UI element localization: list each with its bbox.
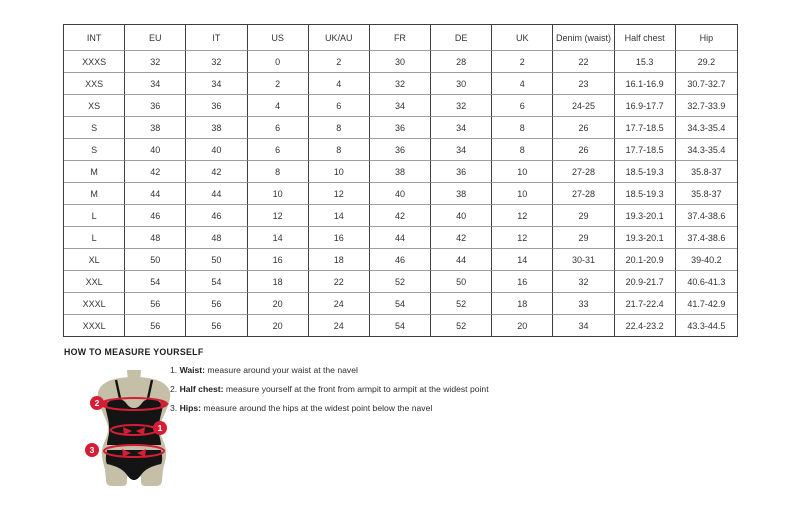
table-cell: 0	[248, 51, 309, 73]
column-header: Hip	[676, 25, 737, 51]
table-cell: 32	[186, 51, 247, 73]
table-cell: 24	[309, 293, 370, 315]
table-cell: 54	[370, 293, 431, 315]
svg-text:3: 3	[89, 445, 95, 455]
table-cell: 22.4-23.2	[615, 315, 676, 336]
table-cell: 18	[248, 271, 309, 293]
table-cell: XXL	[64, 271, 125, 293]
column-header: INT	[64, 25, 125, 51]
column-header: IT	[186, 25, 247, 51]
table-cell: 43.3-44.5	[687, 320, 726, 331]
instruction-term: Half chest:	[179, 384, 224, 394]
table-cell: 54	[125, 271, 186, 293]
table-cell: 36	[186, 95, 247, 117]
column-header: Half chest	[615, 25, 676, 51]
table-cell: 17.7-18.5	[615, 117, 676, 139]
table-cell: 50	[431, 271, 492, 293]
table-cell: XXXS	[64, 51, 125, 73]
table-cell: 2	[492, 51, 553, 73]
table-cell: 42	[186, 161, 247, 183]
table-cell: 12	[248, 205, 309, 227]
table-row	[64, 227, 737, 249]
column-header: EU	[125, 25, 186, 51]
table-cell: XXS	[64, 73, 125, 95]
table-cell: 23	[553, 73, 614, 95]
table-cell: 8	[309, 139, 370, 161]
table-cell: 42	[125, 161, 186, 183]
table-cell: 34.3-35.4	[676, 117, 737, 139]
table-cell: 8	[309, 117, 370, 139]
table-cell: 32	[125, 51, 186, 73]
table-row	[64, 293, 737, 315]
table-cell: 22	[553, 51, 614, 73]
table-cell: 18.5-19.3	[615, 183, 676, 205]
instruction-text: measure yourself at the front from armpit to armpit at the widest point	[223, 384, 489, 394]
table-cell: 6	[248, 117, 309, 139]
table-cell: 18	[492, 293, 553, 315]
table-cell: 46	[125, 205, 186, 227]
table-cell: 24-25	[553, 95, 614, 117]
table-cell: 34	[431, 139, 492, 161]
column-header: Denim (waist)	[553, 25, 614, 51]
table-cell: L	[64, 227, 125, 249]
table-cell: 38	[125, 117, 186, 139]
table-row	[64, 139, 737, 161]
table-cell: 16	[309, 227, 370, 249]
table-cell: 16	[248, 249, 309, 271]
table-cell: 50	[186, 249, 247, 271]
size-table-body	[64, 51, 737, 336]
table-row	[64, 249, 737, 271]
table-cell: 34.3-35.4	[676, 139, 737, 161]
table-cell: 27-28	[553, 183, 614, 205]
table-cell: 54	[186, 271, 247, 293]
table-cell: 40	[431, 205, 492, 227]
measure-instruction-item	[170, 404, 489, 413]
table-cell: 14	[492, 249, 553, 271]
svg-text:1: 1	[157, 423, 163, 433]
table-cell: 24	[309, 315, 370, 336]
table-cell: 29.2	[676, 51, 737, 73]
table-cell: 26	[553, 117, 614, 139]
table-cell: 12	[492, 205, 553, 227]
table-cell: 38	[370, 161, 431, 183]
table-cell: 16.1-16.9	[615, 73, 676, 95]
instruction-term: Hips:	[179, 403, 202, 413]
instruction-number: 1.	[170, 365, 180, 375]
table-cell: 38	[186, 117, 247, 139]
column-header: DE	[431, 25, 492, 51]
table-cell: 17.7-18.5	[615, 139, 676, 161]
table-cell: 40	[125, 139, 186, 161]
table-row	[64, 183, 737, 205]
table-cell: S	[64, 139, 125, 161]
measure-instruction-item	[170, 385, 489, 394]
table-cell: 8	[492, 117, 553, 139]
table-cell: 12	[492, 227, 553, 249]
table-cell: 40	[186, 139, 247, 161]
table-cell: 20	[492, 315, 553, 336]
table-cell: 36	[431, 161, 492, 183]
table-cell: 10	[309, 161, 370, 183]
table-cell: 44	[186, 183, 247, 205]
table-row	[64, 117, 737, 139]
table-cell: 10	[248, 183, 309, 205]
table-cell: 30	[370, 51, 431, 73]
size-conversion-table	[63, 24, 738, 337]
table-cell: 36	[125, 95, 186, 117]
table-cell: 4	[309, 73, 370, 95]
table-row	[64, 95, 737, 117]
table-cell: 42	[370, 205, 431, 227]
table-cell: 41.7-42.9	[676, 293, 737, 315]
table-cell: 46	[186, 205, 247, 227]
table-cell: 6	[492, 95, 553, 117]
table-cell: 42	[431, 227, 492, 249]
table-cell: XXXL	[64, 293, 125, 315]
chest-badge	[90, 396, 104, 410]
table-cell: 30.7-32.7	[676, 73, 737, 95]
table-cell: 6	[309, 95, 370, 117]
instruction-number: 2.	[170, 384, 180, 394]
column-header: UK	[492, 25, 553, 51]
table-cell: 8	[248, 161, 309, 183]
table-cell: 18	[309, 249, 370, 271]
table-cell: 39-40.2	[676, 249, 737, 271]
table-row	[64, 205, 737, 227]
table-cell: 37.4-38.6	[676, 227, 737, 249]
table-cell: 29	[553, 205, 614, 227]
table-cell: 29	[553, 227, 614, 249]
table-cell: 10	[492, 183, 553, 205]
table-cell: 48	[186, 227, 247, 249]
table-cell: S	[64, 117, 125, 139]
table-cell: 30-31	[553, 249, 614, 271]
table-row	[64, 161, 737, 183]
table-cell: 56	[125, 315, 186, 336]
column-header: US	[248, 25, 309, 51]
table-cell: 4	[248, 95, 309, 117]
column-header: UK/AU	[309, 25, 370, 51]
table-cell: 32.7-33.9	[676, 95, 737, 117]
table-cell: M	[64, 161, 125, 183]
table-row	[64, 315, 737, 336]
instruction-term: Waist:	[179, 365, 206, 375]
table-cell: 56	[186, 293, 247, 315]
table-cell: 54	[370, 315, 431, 336]
table-cell: 36	[370, 117, 431, 139]
table-row	[64, 51, 737, 73]
table-cell: 16	[492, 271, 553, 293]
instruction-text: measure around your waist at the navel	[205, 365, 358, 375]
table-cell: 14	[309, 205, 370, 227]
size-table-header-row	[64, 25, 737, 51]
table-cell: 20.9-21.7	[615, 271, 676, 293]
table-cell: 19.3-20.1	[615, 227, 676, 249]
instruction-number: 3.	[170, 403, 180, 413]
table-cell: 50	[125, 249, 186, 271]
table-cell: 15.3	[615, 51, 676, 73]
table-cell: 34	[186, 73, 247, 95]
table-cell: 4	[492, 73, 553, 95]
table-cell: 46	[370, 249, 431, 271]
how-to-measure-heading: HOW TO MEASURE YOURSELF	[64, 347, 204, 357]
table-cell: M	[64, 183, 125, 205]
table-row	[64, 271, 737, 293]
table-cell: 44	[431, 249, 492, 271]
table-cell: 8	[492, 139, 553, 161]
table-cell: 26	[553, 139, 614, 161]
table-cell: 14	[248, 227, 309, 249]
table-cell: 19.3-20.1	[615, 205, 676, 227]
table-cell: 21.7-22.4	[615, 293, 676, 315]
table-cell: 2	[309, 51, 370, 73]
table-cell: 35.8-37	[676, 183, 737, 205]
table-cell: L	[64, 205, 125, 227]
table-cell: 32	[370, 73, 431, 95]
svg-text:2: 2	[94, 398, 100, 408]
table-cell: 30	[431, 73, 492, 95]
table-cell: 44	[125, 183, 186, 205]
table-cell: 12	[309, 183, 370, 205]
table-cell: 27-28	[553, 161, 614, 183]
table-cell: 40	[370, 183, 431, 205]
table-cell: 16.9-17.7	[615, 95, 676, 117]
table-cell: 34	[370, 95, 431, 117]
table-cell: 44	[370, 227, 431, 249]
table-cell: 32	[553, 271, 614, 293]
table-cell: 52	[431, 315, 492, 336]
table-cell: 33	[553, 293, 614, 315]
measure-instructions	[170, 366, 489, 423]
table-cell: 56	[125, 293, 186, 315]
table-cell: 2	[248, 73, 309, 95]
table-cell: XL	[64, 249, 125, 271]
table-cell: 18.5-19.3	[615, 161, 676, 183]
table-cell: 6	[248, 139, 309, 161]
hips-badge	[85, 443, 99, 457]
table-cell: 34	[125, 73, 186, 95]
table-cell: 32	[431, 95, 492, 117]
table-cell: XS	[64, 95, 125, 117]
table-cell: 52	[431, 293, 492, 315]
table-cell: 36	[370, 139, 431, 161]
table-cell: 28	[431, 51, 492, 73]
column-header: FR	[370, 25, 431, 51]
table-cell: XXXL	[64, 315, 125, 336]
table-cell: 34	[431, 117, 492, 139]
table-cell: 20	[248, 293, 309, 315]
table-cell: 56	[186, 315, 247, 336]
table-cell: 20.1-20.9	[615, 249, 676, 271]
measure-instruction-item	[170, 366, 489, 375]
table-cell: 34	[553, 315, 614, 336]
table-cell: 37.4-38.6	[676, 205, 737, 227]
table-cell: 10	[492, 161, 553, 183]
table-cell: 22	[309, 271, 370, 293]
table-cell: 35.8-37	[676, 161, 737, 183]
table-cell: 38	[431, 183, 492, 205]
table-row	[64, 73, 737, 95]
waist-badge	[153, 421, 167, 435]
table-cell: 48	[125, 227, 186, 249]
table-cell: 52	[370, 271, 431, 293]
table-cell: 40.6-41.3	[676, 271, 737, 293]
table-cell: 20	[248, 315, 309, 336]
instruction-text: measure around the hips at the widest point below the navel	[201, 403, 433, 413]
